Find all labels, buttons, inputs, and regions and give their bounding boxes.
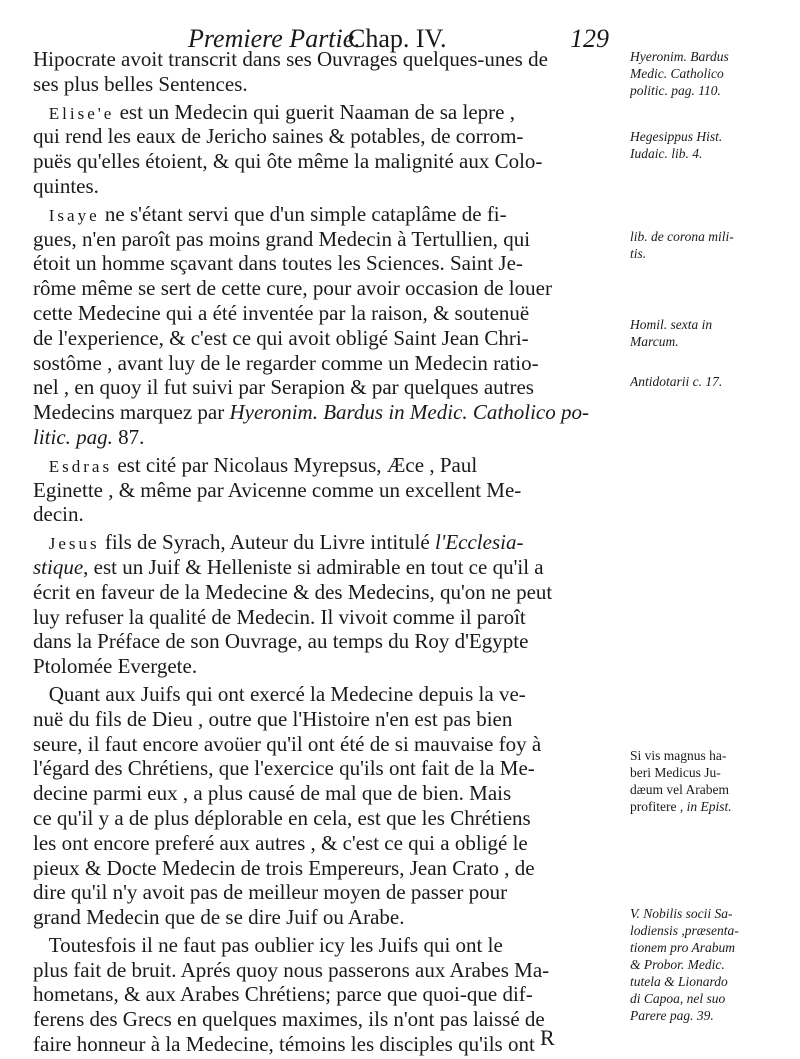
text-line: Toutesfois il ne faut pas oublier icy les Juifs qui ont le [48, 932, 503, 957]
text-line: hometans, & aux Arabes Chrétiens; parce que quoi-que dif- [33, 982, 533, 1007]
catchword: R [540, 1025, 555, 1050]
text-line: Isaye ne s'étant servi que d'un simple cataplâme de fi- [48, 201, 507, 226]
text-line: l'égard des Chrétiens, que l'exercice qu'ils ont fait de la Me- [33, 756, 535, 781]
text-line: gues, n'en paroît pas moins grand Medecin à Tertullien, qui [33, 226, 531, 251]
text-line: nuë du fils de Dieu , outre que l'Histoire n'en est pas bien [33, 706, 513, 731]
text-line: quintes. [33, 173, 99, 198]
text-line: Quant aux Juifs qui ont exercé la Medecine depuis la ve- [48, 681, 526, 706]
text-line: luy refuser la qualité de Medecin. Il vivoit comme il paroît [33, 604, 526, 629]
text-line: puës qu'elles étoient, & qui ôte même la malignité aux Colo- [33, 149, 543, 174]
text-line: Medecins marquez par Hyeronim. Bardus in Medic. Catholico po- [33, 400, 589, 425]
margin-note: Homil. sexta in Marcum. [630, 317, 713, 349]
text-line: sostôme , avant luy de le regarder comme un Medecin ratio- [33, 350, 539, 375]
text-line: ce qu'il y a de plus déplorable en cela, est que les Chrétiens [33, 805, 531, 830]
margin-note: Si vis magnus ha- beri Medicus Ju- dæum vel Arabem profitere , in Epist. [630, 748, 732, 814]
text-line: Eginette , & même par Avicenne comme un excellent Me- [33, 477, 522, 502]
text-line: litic. pag. 87. [33, 424, 145, 449]
text-line: grand Medecin que de se dire Juif ou Arabe. [33, 905, 405, 930]
citation: litic. pag. [33, 424, 113, 449]
proper-name: Elise'e [48, 103, 115, 123]
text-line: seure, il faut encore avoüer qu'il ont été de si mauvaise foy à [33, 731, 542, 756]
proper-name: Isaye [48, 205, 100, 225]
text-line: Jesus fils de Syrach, Auteur du Livre intitulé l'Ecclesia- [48, 530, 524, 555]
text-line: cette Medecine qui a été inventée par la raison, & soutenuë [33, 300, 530, 325]
text-line: dire qu'il n'y avoit pas de meilleur moyen de passer pour [33, 880, 508, 905]
text-line: rôme même se sert de cette cure, pour avoir occasion de louer [33, 276, 552, 301]
text-line: étoit un homme sçavant dans toutes les Sciences. Saint Je- [33, 251, 523, 276]
citation: Hyeronim. Bardus in Medic. Catholico po- [229, 400, 589, 425]
main-text [33, 47, 621, 1057]
text-line: ses plus belles Sentences. [33, 71, 248, 96]
text-line: écrit en faveur de la Medecine & des Medecins, qu'on ne peut [33, 579, 553, 604]
margin-note: V. Nobilis socii Sa- lodiensis ,præsenta- tionem pro Arabum & Probor. Medic. tutela & Lionardo di Capoa, nel suo Parere pag. 39. [630, 906, 739, 1023]
text-line: pieux & Docte Medecin de trois Empereurs, Jean Crato , de [33, 855, 535, 880]
book-title: stique [33, 554, 84, 579]
text-line: decine parmi eux , a plus causé de mal que de bien. Mais [33, 781, 512, 806]
text-line: de l'experience, & c'est ce qui avoit obligé Saint Jean Chri- [33, 325, 529, 350]
margin-note: Hegesippus Hist. Iudaic. lib. 4. [630, 129, 723, 161]
margin-note: Hyeronim. Bardus Medic. Catholico politic. pag. 110. [630, 49, 729, 98]
text-line: Hipocrate avoit transcrit dans ses Ouvrages quelques-unes de [33, 47, 548, 71]
text-line: Ptolomée Evergete. [33, 654, 198, 679]
proper-name: Jesus [48, 534, 100, 554]
text-line: Esdras est cité par Nicolaus Myrepsus, Æce , Paul [48, 452, 478, 477]
margin-note: lib. de corona mili- tis. [630, 229, 734, 261]
text-line: stique, est un Juif & Helleniste si admirable en tout ce qu'il a [33, 554, 544, 579]
text-line: decin. [33, 502, 84, 527]
text-line: les ont encore preferé aux autres , & c'est ce qui a obligé le [33, 830, 528, 855]
text-line: plus fait de bruit. Aprés quoy nous passerons aux Arabes Ma- [33, 957, 550, 982]
margin-note: Antidotarii c. 17. [630, 374, 723, 389]
book-title: l'Ecclesia- [435, 530, 524, 555]
text-line: Elise'e est un Medecin qui guerit Naaman de sa lepre , [48, 99, 515, 124]
text-line: dans la Préface de son Ouvrage, au temps du Roy d'Egypte [33, 629, 529, 654]
proper-name: Esdras [48, 456, 113, 476]
text-line: faire honneur à la Medecine, témoins les disciples qu'ils ont [33, 1032, 535, 1057]
text-line: qui rend les eaux de Jericho saines & potables, de corrom- [33, 124, 524, 149]
running-title: Premiere Partie. [188, 24, 361, 53]
page-number: 129 [570, 24, 609, 53]
text-line: nel , en quoy il fut suivi par Serapion & par quelques autres [33, 375, 534, 400]
text-line: ferens des Grecs en quelques maximes, ils n'ont pas laissé de [33, 1007, 545, 1032]
chapter-heading: Chap. IV. [348, 24, 447, 53]
